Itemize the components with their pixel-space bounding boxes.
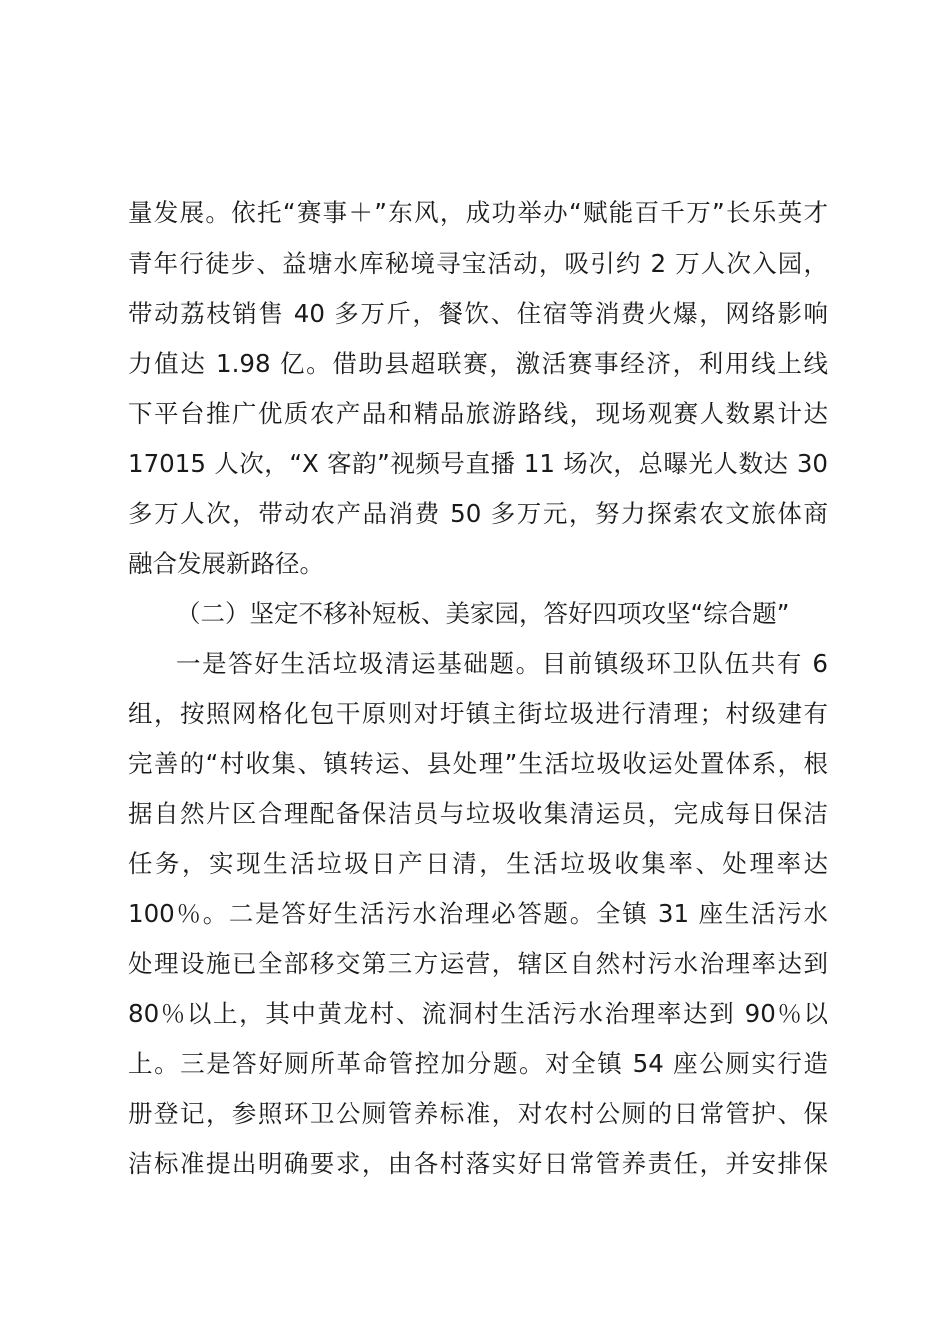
- paragraph-1-line-4: 力值达 1.98 亿。借助县超联赛，激活赛事经济，利用线上线: [128, 349, 828, 378]
- paragraph-1-line-5: 下平台推广优质农产品和精品旅游路线，现场观赛人数累计达: [128, 399, 828, 428]
- paragraph-2-line-3: 完善的“村收集、镇转运、县处理”生活垃圾收运处置体系，根: [128, 749, 828, 778]
- paragraph-1-line-1: 量发展。依托“赛事＋”东风，成功举办“赋能百千万”长乐英才: [128, 198, 828, 227]
- paragraph-2-line-6: 100％。二是答好生活污水治理必答题。全镇 31 座生活污水: [128, 899, 828, 928]
- section-heading: （二）坚定不移补短板、美家园，答好四项攻坚“综合题”: [176, 599, 790, 628]
- paragraph-2-line-9: 上。三是答好厕所革命管控加分题。对全镇 54 座公厕实行造: [128, 1049, 828, 1078]
- paragraph-1-line-2: 青年行徒步、益塘水库秘境寻宝活动，吸引约 2 万人次入园，: [128, 249, 828, 278]
- paragraph-2-line-10: 册登记，参照环卫公厕管养标准，对农村公厕的日常管护、保: [128, 1099, 828, 1128]
- paragraph-1-line-6: 17015 人次，“X 客韵”视频号直播 11 场次，总曝光人数达 30: [128, 449, 828, 478]
- paragraph-1-line-3: 带动荔枝销售 40 多万斤，餐饮、住宿等消费火爆，网络影响: [128, 299, 828, 328]
- paragraph-1-line-8: 融合发展新路径。: [128, 549, 324, 578]
- paragraph-2-line-11: 洁标准提出明确要求，由各村落实好日常管养责任，并安排保: [128, 1149, 828, 1178]
- paragraph-2-line-4: 据自然片区合理配备保洁员与垃圾收集清运员，完成每日保洁: [128, 799, 828, 828]
- paragraph-1-line-7: 多万人次，带动农产品消费 50 多万元，努力探索农文旅体商: [128, 499, 828, 528]
- paragraph-2-line-8: 80％以上，其中黄龙村、流洞村生活污水治理率达到 90％以: [128, 999, 828, 1028]
- paragraph-2-line-2: 组，按照网格化包干原则对圩镇主街垃圾进行清理；村级建有: [128, 699, 828, 728]
- paragraph-2-line-7: 处理设施已全部移交第三方运营，辖区自然村污水治理率达到: [128, 949, 828, 978]
- paragraph-2-line-5: 任务，实现生活垃圾日产日清，生活垃圾收集率、处理率达: [128, 849, 828, 878]
- paragraph-2-line-1: 一是答好生活垃圾清运基础题。目前镇级环卫队伍共有 6: [176, 649, 828, 678]
